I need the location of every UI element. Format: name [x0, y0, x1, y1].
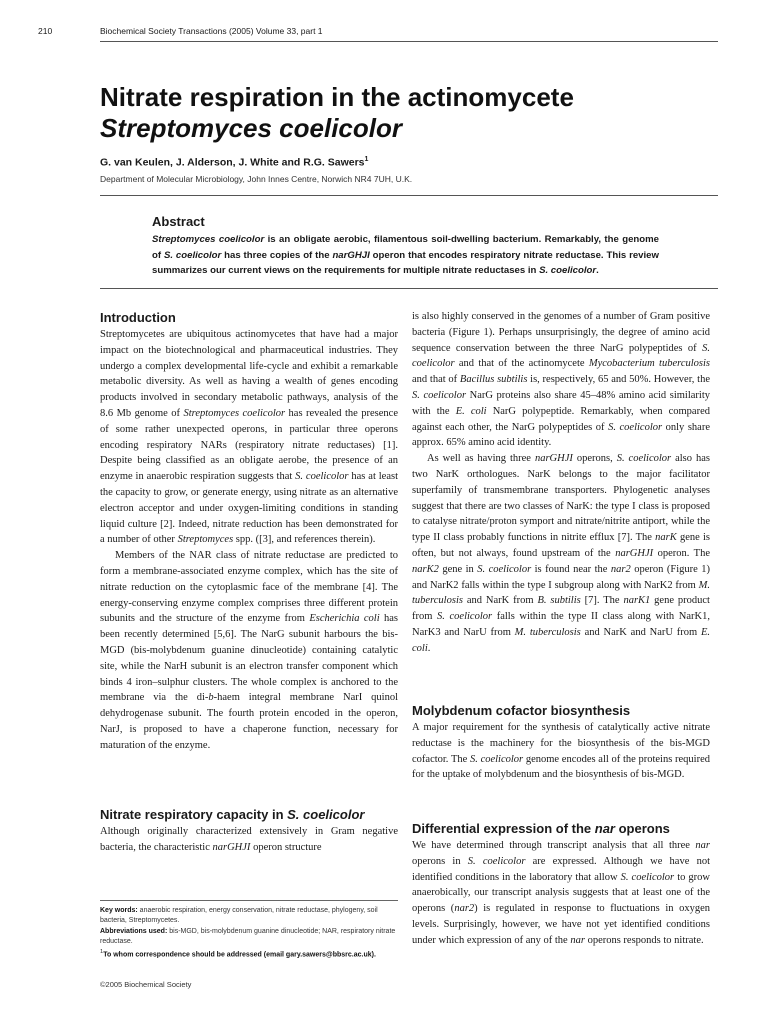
capacity-paragraph-1: Although originally characterized extensively in Gram negative bacteria, the characteristic narGHJI operon structure	[100, 826, 398, 853]
footnotes	[100, 906, 398, 961]
authors-text: G. van Keulen, J. Alderson, J. White and R.G. Sawers	[100, 156, 365, 169]
introduction-heading: Introduction	[100, 310, 176, 325]
author-list	[100, 156, 368, 169]
abstract-text: Streptomyces coelicolor is an obligate aerobic, filamentous soil-dwelling bacterium. Remarkably, the genome of S. coelicolor has three copies of the narGHJI operon that encodes respiratory nitrate reductase. This review summarizes our current views on the requirements for multiple nitrate reductases in S. coelicolor.	[152, 234, 659, 276]
keywords-note: Key words: anaerobic respiration, energy conservation, nitrate reductase, phylogeny, soil bacteria, Streptomycetes.	[100, 907, 378, 925]
author-footnote-mark: 1	[364, 156, 369, 163]
introduction-section	[100, 309, 398, 754]
journal-citation: Biochemical Society Transactions (2005) Volume 33, part 1	[100, 26, 323, 36]
capacity-section	[100, 806, 398, 856]
abstract-bottom-rule	[100, 288, 718, 289]
correspondence-note: $^1$To whom correspondence should be addressed (email gary.sawers@bbsrc.ac.uk).	[100, 949, 376, 959]
title-line-1: Nitrate respiration in the actinomycete	[100, 82, 574, 112]
header-rule	[100, 41, 718, 42]
molybdenum-paragraph-1: A major requirement for the synthesis of catalytically active nitrate reductase is the machinery for the biosynthesis of the bis-MGD cofactor. The S. coelicolor genome encodes all of the proteins required for the uptake of molybdenum and the biosynthesis of bis-MGD.	[412, 722, 710, 781]
molybdenum-section	[412, 702, 710, 783]
title-line-2: Streptomyces coelicolor	[100, 113, 402, 143]
right-paragraph-2: As well as having three narGHJI operons, S. coelicolor also has two NarK orthologues. NarK belongs to the major facilitator superfamily of transmembrane transporters. Phylogenetic analyses suggest that there are two classes of NarK: the type I class is proposed to catalyse nitrate/proton symport and nitrate/nitrite antiport, while the type II class probably functions in nitrite efflux [7]. The narK gene is often, but not always, found upstream of the narGHJI operon. The narK2 gene in S. coelicolor is found near the nar2 operon (Figure 1) and NarK2 falls within the type I subgroup along with NarK2 from M. tuberculosis and NarK from B. subtilis [7]. The narK1 gene product from S. coelicolor falls within the type II class along with NarK1, NarK3 and NarU from M. tuberculosis and NarK and NarU from E. coli.	[412, 453, 711, 654]
footnote-rule	[100, 900, 398, 901]
affiliation: Department of Molecular Microbiology, John Innes Centre, Norwich NR4 7UH, U.K.	[100, 174, 413, 184]
article-title	[100, 82, 720, 144]
differential-expression-section	[412, 820, 710, 949]
capacity-heading: Nitrate respiratory capacity in S. coelicolor	[100, 807, 365, 822]
abstract-top-rule	[100, 195, 718, 196]
introduction-paragraph-2: Members of the NAR class of nitrate reductase are predicted to form a membrane-associated enzyme complex, which has the site of nitrate reduction on the cytoplasmic face of the membrane [4]. The energy-conserving enzyme complex comprises three different protein subunits and the structure of the enzyme from Escherichia coli has been recently determined [5,6]. The NarG subunit harbours the bis-MGD (bis-molybdenum guanine dinucleotide) containing catalytic site, while the NarH subunit is an electron transfer component which binds 4 iron–sulphur clusters. The whole complex is anchored to the membrane via the di-b-haem integral membrane NarI quinol dehydrogenase subunit. The fourth protein encoded in the operon, NarJ, is proposed to have a chaperone function, necessary for maturation of the enzyme.	[100, 550, 398, 751]
introduction-paragraph-1: Streptomycetes are ubiquitous actinomycetes that have had a major impact on the biotechnological and pharmaceutical industries. They undergo a complex developmental life-cycle and exhibit a remarkable metabolic diversity. As well as having a wealth of genes encoding products involved in secondary metabolic pathways, analysis of the 8.6 Mb genome of Streptomyces coelicolor has revealed the presence of some rather unexpected operons, in particular three operons encoding respiratory NARs (respiratory nitrate reductases) [1]. Despite being classified as an obligate aerobe, the presence of an enzyme in anaerobic respiration suggests that S. coelicolor has at least the capacity to grow, or generate energy, using nitrate as an alternative electron acceptor and under oxygen-limiting conditions in standing liquid culture [2]. Indeed, nitrate reduction has been demonstrated for a number of other Streptomyces spp. ([3], and references therein).	[100, 329, 398, 546]
right-paragraph-1: is also highly conserved in the genomes of a number of Gram positive bacteria (Figure 1). Perhaps unsurprisingly, the degree of amino acid sequence conservation between the three NarG polypeptides of S. coelicolor and that of the actinomycete Mycobacterium tuberculosis and that of Bacillus subtilis is, respectively, 65 and 50%. However, the S. coelicolor NarG proteins also share 45–48% amino acid similarity with the E. coli NarG polypeptide. Remarkably, when compared against each other, the NarG polypeptides of S. coelicolor only share approx. 65% amino acid identity.	[412, 311, 710, 449]
abstract-heading: Abstract	[152, 214, 205, 229]
differential-expression-paragraph-1: We have determined through transcript analysis that all three nar operons in S. coelicolor are expressed. Although we have not identified conditions in the laboratory that allow S. coelicolor to grow anaerobically, our transcript analysis suggests that at least one of the operons (nar2) is regulated in response to fluctuations in oxygen levels. Surprisingly, however, we have not yet identified conditions under which expression of any of the nar operons responds to nitrate.	[412, 840, 711, 946]
page-number: 210	[38, 26, 53, 36]
differential-expression-heading: Differential expression of the nar operons	[412, 821, 670, 836]
right-column-continuation	[412, 309, 710, 657]
abbreviations-note: Abbreviations used: bis-MGD, bis-molybdenum guanine dinucleotide; NAR, respiratory nitrate reductase.	[100, 927, 396, 945]
molybdenum-heading: Molybdenum cofactor biosynthesis	[412, 703, 631, 718]
copyright-notice: ©2005 Biochemical Society	[100, 980, 192, 989]
